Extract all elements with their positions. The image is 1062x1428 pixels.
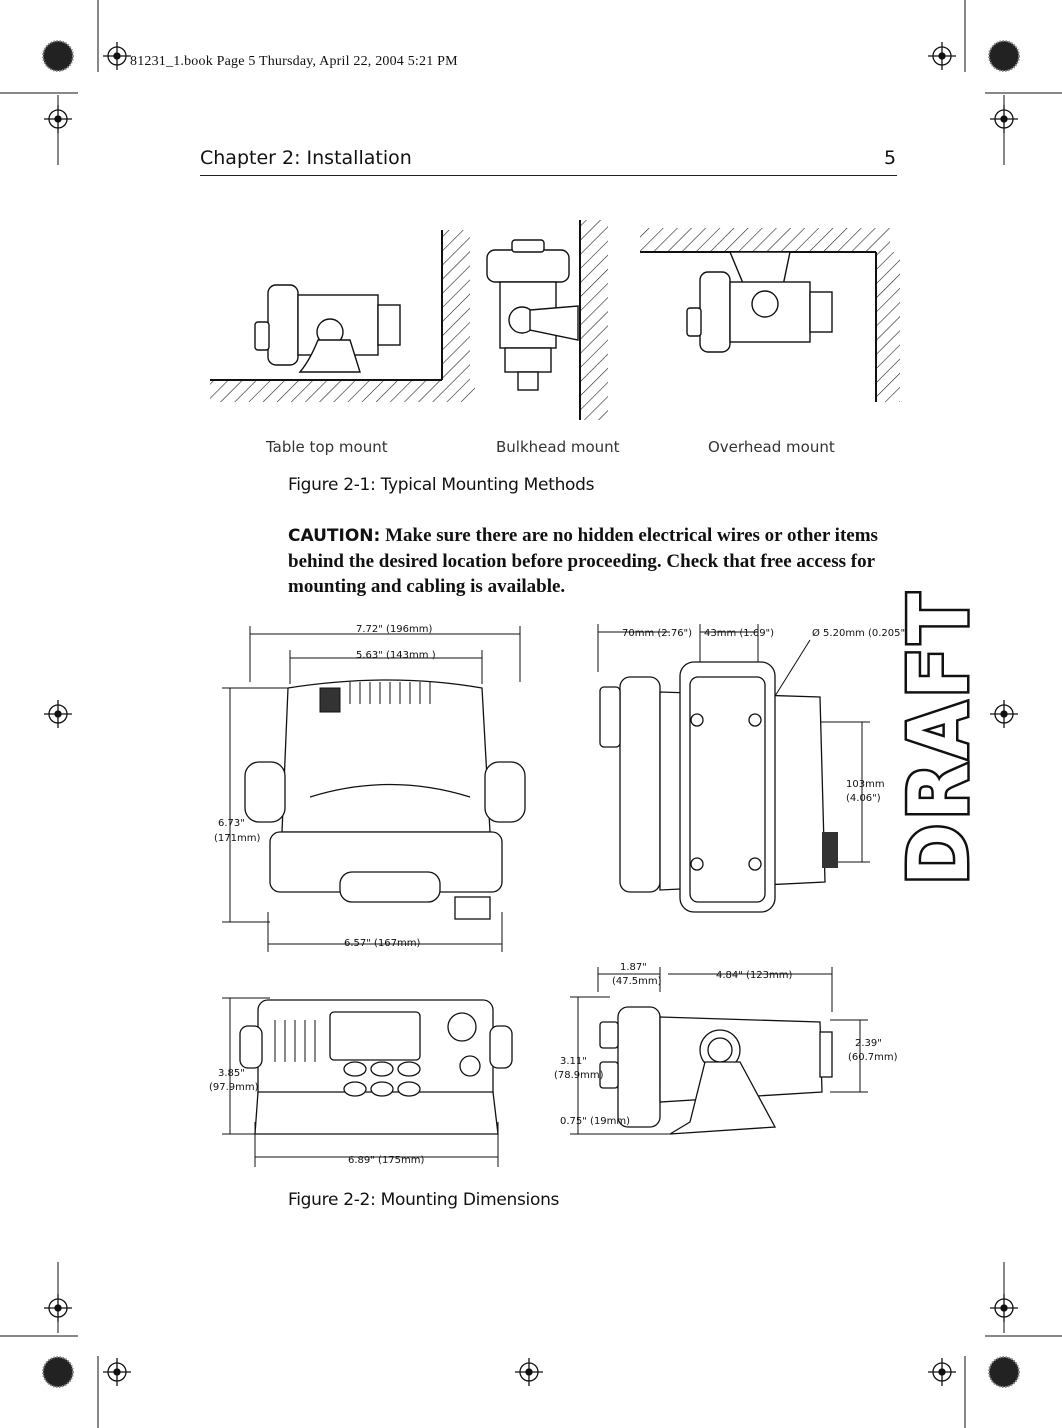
caution-label: CAUTION: bbox=[288, 526, 381, 546]
table-top-mount-label: Table top mount bbox=[266, 438, 388, 456]
dim-side-hole: Ø 5.20mm (0.205") bbox=[812, 628, 910, 639]
dim-front-height-in: 3.85" bbox=[218, 1068, 245, 1079]
header-rule bbox=[200, 175, 897, 176]
dim-side-a: 70mm (2.76") bbox=[622, 628, 693, 639]
dim-side-b: 43mm (1.69") bbox=[704, 628, 775, 639]
caution-paragraph bbox=[288, 523, 896, 599]
dim-profile-b: 4.84" (123mm) bbox=[716, 970, 793, 981]
svg-text:DRAFT: DRAFT bbox=[892, 589, 987, 885]
draft-watermark bbox=[892, 580, 987, 890]
dim-profile-a-in: 1.87" bbox=[620, 962, 647, 973]
dim-profile-height-mm: (78.9mm) bbox=[554, 1070, 604, 1081]
dim-top-height-mm: (171mm) bbox=[214, 833, 261, 844]
dim-profile-base: 0.75" (19mm) bbox=[560, 1116, 631, 1127]
dim-top-height-in: 6.73" bbox=[218, 818, 245, 829]
bulkhead-mount-label: Bulkhead mount bbox=[496, 438, 620, 456]
dim-side-height-mm: 103mm bbox=[846, 779, 885, 790]
figure-2-1-caption: Figure 2-1: Typical Mounting Methods bbox=[288, 475, 595, 495]
dim-front-height-mm: (97.9mm) bbox=[209, 1082, 259, 1093]
overhead-mount-label: Overhead mount bbox=[708, 438, 835, 456]
dim-side-height-in: (4.06") bbox=[846, 793, 881, 804]
mounting-methods-illustration bbox=[200, 210, 900, 435]
dim-profile-depth-mm: (60.7mm) bbox=[848, 1052, 898, 1063]
file-slug-line: 81231_1.book Page 5 Thursday, April 22, 2004 5:21 PM bbox=[130, 54, 458, 69]
dim-profile-a-mm: (47.5mm) bbox=[612, 976, 662, 987]
mounting-dimensions-drawing bbox=[200, 622, 900, 1170]
dim-top-width-outer: 7.72" (196mm) bbox=[356, 624, 433, 635]
dim-front-width: 6.89" (175mm) bbox=[348, 1155, 425, 1166]
dim-profile-depth-in: 2.39" bbox=[855, 1038, 882, 1049]
figure-2-2-caption: Figure 2-2: Mounting Dimensions bbox=[288, 1190, 560, 1210]
page-number: 5 bbox=[884, 147, 897, 169]
dim-profile-height-in: 3.11" bbox=[560, 1056, 587, 1067]
chapter-title: Chapter 2: Installation bbox=[200, 147, 412, 169]
dim-top-width-inner: 5.63" (143mm ) bbox=[356, 650, 436, 661]
dim-top-base: 6.57" (167mm) bbox=[344, 938, 421, 949]
caution-text: Make sure there are no hidden electrical wires or other items behind the desired location before proceeding. Check that free access for mounting and cabling is available. bbox=[288, 525, 878, 597]
